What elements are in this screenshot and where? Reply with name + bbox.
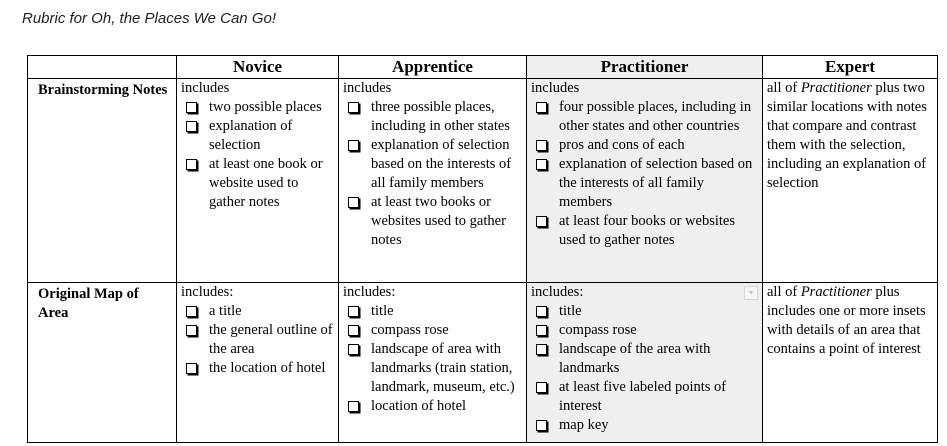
checklist-item bbox=[531, 98, 758, 136]
expert-text-body: plus two similar locations with notes that compare and contrast them with the selection, including an explanation of selection bbox=[767, 80, 927, 191]
checklist-item-text: at least one book or website used to gather notes bbox=[209, 156, 323, 210]
checklist-item bbox=[531, 302, 758, 321]
rubric-table bbox=[27, 55, 938, 443]
criterion-label: Original Map of Area bbox=[28, 283, 177, 443]
checklist-item bbox=[531, 212, 758, 250]
checkbox-icon[interactable] bbox=[536, 102, 547, 113]
expert-level-reference: Practitioner bbox=[800, 80, 872, 96]
corner-cell bbox=[28, 56, 177, 79]
checklist-item bbox=[343, 193, 522, 250]
checklist-item-text: title bbox=[559, 303, 582, 319]
apprentice-cell bbox=[339, 79, 527, 283]
checkbox-icon[interactable] bbox=[536, 140, 547, 151]
checkbox-icon[interactable] bbox=[348, 306, 359, 317]
checklist-item-text: at least five labeled points of interest bbox=[559, 379, 727, 414]
expert-cell bbox=[763, 79, 938, 283]
header-expert: Expert bbox=[763, 56, 938, 79]
checklist-item-text: landscape of the area with landmarks bbox=[559, 341, 711, 376]
checklist-item bbox=[181, 302, 334, 321]
checklist-item bbox=[531, 321, 758, 340]
checkbox-icon[interactable] bbox=[348, 197, 359, 208]
checkbox-icon[interactable] bbox=[536, 325, 547, 336]
checklist-item bbox=[531, 378, 758, 416]
checklist bbox=[531, 98, 758, 250]
checklist bbox=[181, 98, 334, 212]
apprentice-cell bbox=[339, 283, 527, 443]
checkbox-icon[interactable] bbox=[186, 121, 197, 132]
checklist-item bbox=[181, 359, 334, 378]
checkbox-icon[interactable] bbox=[536, 344, 547, 355]
checklist-item-text: compass rose bbox=[371, 322, 449, 338]
checklist-item bbox=[181, 98, 334, 117]
checkbox-icon[interactable] bbox=[186, 363, 197, 374]
checklist-item-text: at least four books or websites used to gather notes bbox=[559, 213, 735, 248]
cell-lead-text: includes bbox=[343, 80, 392, 96]
checklist-item-text: title bbox=[371, 303, 394, 319]
chevron-down-icon[interactable]: ▾ bbox=[744, 286, 758, 300]
header-practitioner: Practitioner bbox=[527, 56, 763, 79]
checkbox-icon[interactable] bbox=[186, 325, 197, 336]
checkbox-icon[interactable] bbox=[348, 325, 359, 336]
checklist-item-text: explanation of selection based on the interests of all family members bbox=[371, 137, 512, 191]
novice-cell bbox=[177, 283, 339, 443]
cell-lead-text: includes: bbox=[181, 284, 234, 300]
checklist-item bbox=[181, 155, 334, 212]
checklist-item bbox=[531, 155, 758, 212]
checklist-item-text: three possible places, including in other states bbox=[371, 99, 510, 134]
rubric-row bbox=[28, 79, 938, 283]
practitioner-cell bbox=[527, 79, 763, 283]
checkbox-icon[interactable] bbox=[536, 159, 547, 170]
checklist-item bbox=[181, 117, 334, 155]
checklist-item bbox=[343, 302, 522, 321]
checklist bbox=[343, 302, 522, 416]
criterion-label: Brainstorming Notes bbox=[28, 79, 177, 283]
document-title: Rubric for Oh, the Places We Can Go! bbox=[22, 10, 276, 27]
checklist-item bbox=[343, 136, 522, 193]
checklist bbox=[181, 302, 334, 378]
checklist-item bbox=[343, 340, 522, 397]
checkbox-icon[interactable] bbox=[536, 382, 547, 393]
checkbox-icon[interactable] bbox=[186, 159, 197, 170]
checklist-item-text: four possible places, including in other states and other countries bbox=[559, 99, 752, 134]
expert-level-reference: Practitioner bbox=[800, 284, 872, 300]
checkbox-icon[interactable] bbox=[186, 306, 197, 317]
header-row bbox=[28, 56, 938, 79]
checkbox-icon[interactable] bbox=[348, 140, 359, 151]
checkbox-icon[interactable] bbox=[536, 216, 547, 227]
checkbox-icon[interactable] bbox=[536, 306, 547, 317]
rubric-row bbox=[28, 283, 938, 443]
checklist-item-text: two possible places bbox=[209, 99, 322, 115]
checklist-item-text: explanation of selection based on the interests of all family members bbox=[559, 156, 753, 210]
checklist-item-text: map key bbox=[559, 417, 609, 433]
checkbox-icon[interactable] bbox=[348, 102, 359, 113]
checkbox-icon[interactable] bbox=[348, 401, 359, 412]
checklist-item bbox=[531, 136, 758, 155]
checkbox-icon[interactable] bbox=[348, 344, 359, 355]
checklist bbox=[343, 98, 522, 250]
expert-text-body: plus includes one or more insets with details of an area that contains a point of interest bbox=[767, 284, 926, 357]
checklist-item bbox=[343, 397, 522, 416]
cell-lead-text: includes bbox=[531, 80, 580, 96]
checklist bbox=[531, 302, 758, 435]
header-apprentice: Apprentice bbox=[339, 56, 527, 79]
practitioner-cell bbox=[527, 283, 763, 443]
header-novice: Novice bbox=[177, 56, 339, 79]
checklist-item-text: compass rose bbox=[559, 322, 637, 338]
checklist-item-text: the general outline of the area bbox=[209, 322, 333, 357]
checklist-item bbox=[343, 98, 522, 136]
checklist-item bbox=[181, 321, 334, 359]
novice-cell bbox=[177, 79, 339, 283]
cell-lead-text: includes: bbox=[343, 284, 396, 300]
checklist-item bbox=[531, 416, 758, 435]
checklist-item-text: location of hotel bbox=[371, 398, 467, 414]
checkbox-icon[interactable] bbox=[186, 102, 197, 113]
expert-text-lead: all of bbox=[767, 80, 801, 96]
checklist-item-text: the location of hotel bbox=[209, 360, 326, 376]
checklist-item bbox=[531, 340, 758, 378]
checklist-item-text: a title bbox=[209, 303, 242, 319]
expert-cell bbox=[763, 283, 938, 443]
checklist-item-text: explanation of selection bbox=[209, 118, 293, 153]
checklist-item-text: landscape of area with landmarks (train station, landmark, museum, etc.) bbox=[371, 341, 515, 395]
checkbox-icon[interactable] bbox=[536, 420, 547, 431]
expert-text-lead: all of bbox=[767, 284, 801, 300]
cell-lead-text: includes: bbox=[531, 284, 584, 300]
checklist-item-text: pros and cons of each bbox=[559, 137, 685, 153]
cell-lead-text: includes bbox=[181, 80, 230, 96]
checklist-item-text: at least two books or websites used to gather notes bbox=[371, 194, 506, 248]
checklist-item bbox=[343, 321, 522, 340]
